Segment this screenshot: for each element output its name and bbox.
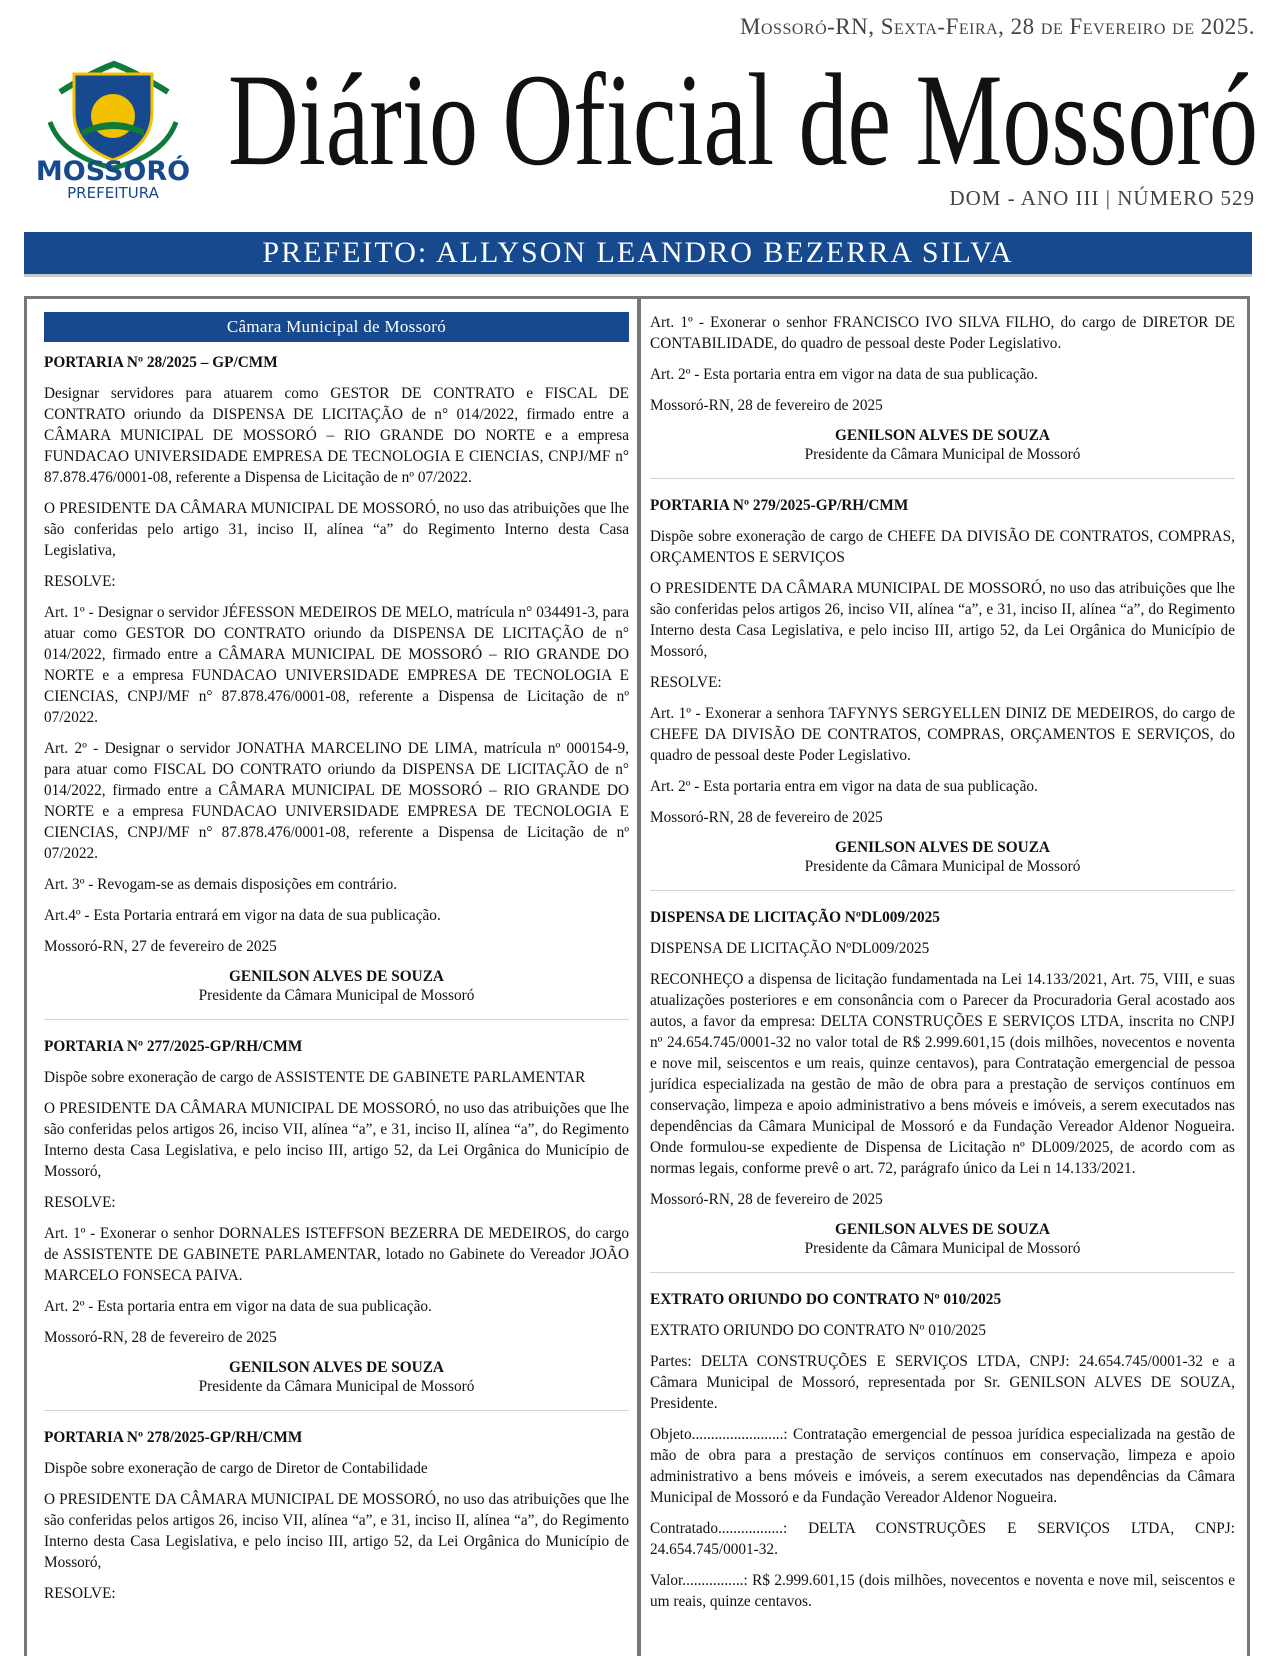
act-paragraph: Art. 1º - Exonerar o senhor DORNALES ISTEFFSON BEZERRA DE MEDEIROS, do cargo de ASSISTENTE DE GABINETE PARLAMENTAR, lotado no Gabinete do Vereador JOÃO MARCELO FONSECA PAIVA.: [44, 1225, 629, 1284]
signer-name: GENILSON ALVES DE SOUZA: [835, 839, 1050, 856]
act-title: PORTARIA Nº 28/2025 – GP/CMM: [44, 354, 278, 371]
signature: [44, 1358, 629, 1396]
masthead-text: Diário Oficial de Mossoró: [228, 46, 1258, 186]
column-divider: [637, 296, 641, 1656]
logo-text: MOSSORÓ: [35, 156, 191, 187]
act-portaria-278-part1: [44, 1427, 629, 1604]
act-paragraph: O PRESIDENTE DA CÂMARA MUNICIPAL DE MOSSORÓ, no uso das atribuições que lhe são conferidas pelos artigos 26, inciso VII, alínea “a”, e 31, inciso II, alínea “a”, do Regimento Interno desta Casa Legislativa, e pelo inciso III, artigo 52, da Lei Orgânica do Município de Mossoró,: [44, 1100, 629, 1180]
act-paragraph: Art. 2º - Esta portaria entra em vigor na data de sua publicação.: [650, 366, 1038, 383]
mayor-banner: PREFEITO: ALLYSON LEANDRO BEZERRA SILVA: [24, 232, 1252, 277]
signer-name: GENILSON ALVES DE SOUZA: [835, 427, 1050, 444]
act-paragraph: RESOLVE:: [650, 674, 722, 691]
act-paragraph: RECONHEÇO a dispensa de licitação fundamentada na Lei 14.133/2021, Art. 75, VIII, e suas atualizações posteriores e em consonância com o Parecer da Procuradoria Geral acostado aos autos, a favor da empresa: DELTA CONSTRUÇÕES E SERVIÇOS LTDA, inscrita no CNPJ nº 24.654.745/0001-32 no valor total de R$ 2.999.601,15 (dois milhões, novecentos e noventa e nove mil, seiscentos e um reais, quinze centavos), para Contratação emergencial de pessoa jurídica especializada na gestão de mão de obra para a prestação de serviços contínuos em conservação, limpeza e apoio administrativo a bens móveis e imóveis, a serem executados nas dependências da Câmara Municipal de Mossoró e da Fundação Vereador Aldenor Nogueira. Onde formulou-se expediente de Dispensa de Licitação nº DL009/2025, de acordo com as normas legais, conforme prevê o art. 72, parágrafo único da Lei n 14.133/2021.: [650, 971, 1235, 1177]
signature: [650, 1220, 1235, 1258]
mossoro-logo: [22, 52, 204, 202]
act-paragraph: Art.4º - Esta Portaria entrará em vigor na data de sua publicação.: [44, 907, 441, 924]
act-paragraph: Art. 2º - Esta portaria entra em vigor na data de sua publicação.: [650, 778, 1038, 795]
signer-name: GENILSON ALVES DE SOUZA: [229, 968, 444, 985]
act-paragraph: Contratado.................: DELTA CONSTRUÇÕES E SERVIÇOS LTDA, CNPJ: 24.654.745/0001-32.: [650, 1520, 1235, 1558]
act-paragraph: Objeto........................: Contratação emergencial de pessoa jurídica especializada na gestão de mão de obra para a prestação de serviços contínuos em conservação, limpeza e apoio administrativo a bens móveis e imóveis, a serem executados nas dependências da Câmara Municipal de Mossoró e da Fundação Vereador Aldenor Nogueira.: [650, 1426, 1235, 1506]
act-paragraph: Art. 3º - Revogam-se as demais disposições em contrário.: [44, 876, 398, 893]
separator: [650, 890, 1235, 891]
logo-subtext: PREFEITURA: [67, 184, 159, 202]
signer-role: Presidente da Câmara Municipal de Mossoró: [198, 1378, 475, 1395]
issue-number: DOM - ANO III | NÚMERO 529: [949, 186, 1255, 210]
signer-role: Presidente da Câmara Municipal de Mossoró: [804, 1240, 1081, 1257]
signer-role: Presidente da Câmara Municipal de Mossoró: [804, 858, 1081, 875]
act-paragraph: EXTRATO ORIUNDO DO CONTRATO Nº 010/2025: [650, 1322, 987, 1339]
act-date: Mossoró-RN, 28 de fevereiro de 2025: [650, 1191, 883, 1208]
act-portaria-278-part2: [650, 312, 1235, 464]
left-column: [44, 312, 629, 1614]
act-paragraph: O PRESIDENTE DA CÂMARA MUNICIPAL DE MOSSORÓ, no uso das atribuições que lhe são conferidas pelos artigos 26, inciso VII, alínea “a”, e 31, inciso II, alínea “a”, do Regimento Interno desta Casa Legislativa, e pelo inciso III, artigo 52, da Lei Orgânica do Município de Mossoró,: [650, 580, 1235, 660]
signer-name: GENILSON ALVES DE SOUZA: [835, 1221, 1050, 1238]
act-paragraph: Art. 2º - Designar o servidor JONATHA MARCELINO DE LIMA, matrícula nº 000154-9, para atuar como FISCAL DO CONTRATO oriundo da DISPENSA DE LICITAÇÃO de n° 014/2022, firmado entre a CÂMARA MUNICIPAL DE MOSSORÓ – RIO GRANDE DO NORTE e a empresa FUNDACAO UNIVERSIDADE EMPRESA DE TECNOLOGIA E CIENCIAS, CNPJ/MF n° 87.878.476/0001-08, referente a Dispensa de Licitação de nº 07/2022.: [44, 740, 629, 862]
act-paragraph: DISPENSA DE LICITAÇÃO NºDL009/2025: [650, 940, 930, 957]
act-paragraph: Art. 1º - Exonerar o senhor FRANCISCO IVO SILVA FILHO, do cargo de DIRETOR DE CONTABILIDADE, do quadro de pessoal deste Poder Legislativo.: [650, 314, 1235, 352]
act-paragraph: RESOLVE:: [44, 573, 116, 590]
act-title: PORTARIA Nº 279/2025-GP/RH/CMM: [650, 497, 909, 514]
act-paragraph: O PRESIDENTE DA CÂMARA MUNICIPAL DE MOSSORÓ, no uso das atribuições que lhe são conferidas pelos artigos 26, inciso VII, alínea “a”, e 31, inciso II, alínea “a”, do Regimento Interno desta Casa Legislativa, e pelo inciso III, artigo 52, da Lei Orgânica do Município de Mossoró,: [44, 1491, 629, 1571]
act-paragraph: Art. 2º - Esta portaria entra em vigor na data de sua publicação.: [44, 1298, 432, 1315]
act-title: DISPENSA DE LICITAÇÃO NºDL009/2025: [650, 909, 940, 926]
dateline: Mossoró-RN, Sexta-Feira, 28 de Fevereiro de 2025.: [740, 14, 1255, 39]
act-date: Mossoró-RN, 27 de fevereiro de 2025: [44, 938, 277, 955]
signature: [44, 967, 629, 1005]
act-paragraph: Designar servidores para atuarem como GESTOR DE CONTRATO e FISCAL DE CONTRATO oriundo da DISPENSA DE LICITAÇÃO de n° 014/2022, firmado entre a CÂMARA MUNICIPAL DE MOSSORÓ – RIO GRANDE DO NORTE e a empresa FUNDACAO UNIVERSIDADE EMPRESA DE TECNOLOGIA E CIENCIAS, CNPJ/MF n° 87.878.476/0001-08, referente a Dispensa de Licitação de nº 07/2022.: [44, 385, 629, 486]
act-paragraph: RESOLVE:: [44, 1194, 116, 1211]
act-date: Mossoró-RN, 28 de fevereiro de 2025: [44, 1329, 277, 1346]
act-title: PORTARIA Nº 277/2025-GP/RH/CMM: [44, 1038, 303, 1055]
act-paragraph: RESOLVE:: [44, 1585, 116, 1602]
act-paragraph: Partes: DELTA CONSTRUÇÕES E SERVIÇOS LTDA, CNPJ: 24.654.745/0001-32 e a Câmara Municipal de Mossoró, representada por Sr. GENILSON ALVES DE SOUZA, Presidente.: [650, 1353, 1235, 1412]
signature: [650, 426, 1235, 464]
act-paragraph: Valor................: R$ 2.999.601,15 (dois milhões, novecentos e noventa e nove mil, seiscentos e um reais, quinze centavos.: [650, 1572, 1235, 1610]
act-portaria-277: [44, 1036, 629, 1396]
act-paragraph: Dispõe sobre exoneração de cargo de Diretor de Contabilidade: [44, 1460, 428, 1477]
separator: [44, 1019, 629, 1020]
act-paragraph: Art. 1º - Designar o servidor JÉFESSON MEDEIROS DE MELO, matrícula n° 034491-3, para atuar como GESTOR DO CONTRATO oriundo da DISPENSA DE LICITAÇÃO de n° 014/2022, firmado entre a CÂMARA MUNICIPAL DE MOSSORÓ – RIO GRANDE DO NORTE e a empresa FUNDACAO UNIVERSIDADE EMPRESA DE TECNOLOGIA E CIENCIAS, CNPJ/MF n° 87.878.476/0001-08, referente a Dispensa de Licitação de nº 07/2022.: [44, 604, 629, 726]
right-column: [650, 312, 1235, 1622]
act-title: EXTRATO ORIUNDO DO CONTRATO Nº 010/2025: [650, 1291, 1002, 1308]
act-paragraph: Dispõe sobre exoneração de cargo de CHEFE DA DIVISÃO DE CONTRATOS, COMPRAS, ORÇAMENTOS E SERVIÇOS: [650, 528, 1235, 566]
masthead-title: [228, 36, 1258, 186]
separator: [650, 1272, 1235, 1273]
separator: [650, 478, 1235, 479]
signer-role: Presidente da Câmara Municipal de Mossoró: [198, 987, 475, 1004]
act-paragraph: Art. 1º - Exonerar a senhora TAFYNYS SERGYELLEN DINIZ DE MEDEIROS, do cargo de CHEFE DA DIVISÃO DE CONTRATOS, COMPRAS, ORÇAMENTOS E SERVIÇOS, do quadro de pessoal deste Poder Legislativo.: [650, 705, 1235, 764]
signer-role: Presidente da Câmara Municipal de Mossoró: [804, 446, 1081, 463]
separator: [44, 1410, 629, 1411]
act-dispensa-dl009: [650, 907, 1235, 1258]
act-paragraph: O PRESIDENTE DA CÂMARA MUNICIPAL DE MOSSORÓ, no uso das atribuições que lhe são conferidas pelo artigo 31, inciso II, alínea “a” do Regimento Interno desta Casa Legislativa,: [44, 500, 629, 559]
act-title: PORTARIA Nº 278/2025-GP/RH/CMM: [44, 1429, 303, 1446]
act-date: Mossoró-RN, 28 de fevereiro de 2025: [650, 397, 883, 414]
act-paragraph: Dispõe sobre exoneração de cargo de ASSISTENTE DE GABINETE PARLAMENTAR: [44, 1069, 586, 1086]
act-portaria-279: [650, 495, 1235, 876]
act-date: Mossoró-RN, 28 de fevereiro de 2025: [650, 809, 883, 826]
signer-name: GENILSON ALVES DE SOUZA: [229, 1359, 444, 1376]
act-extrato-010: [650, 1289, 1235, 1612]
signature: [650, 838, 1235, 876]
section-header: Câmara Municipal de Mossoró: [44, 312, 629, 342]
act-portaria-28: [44, 352, 629, 1005]
